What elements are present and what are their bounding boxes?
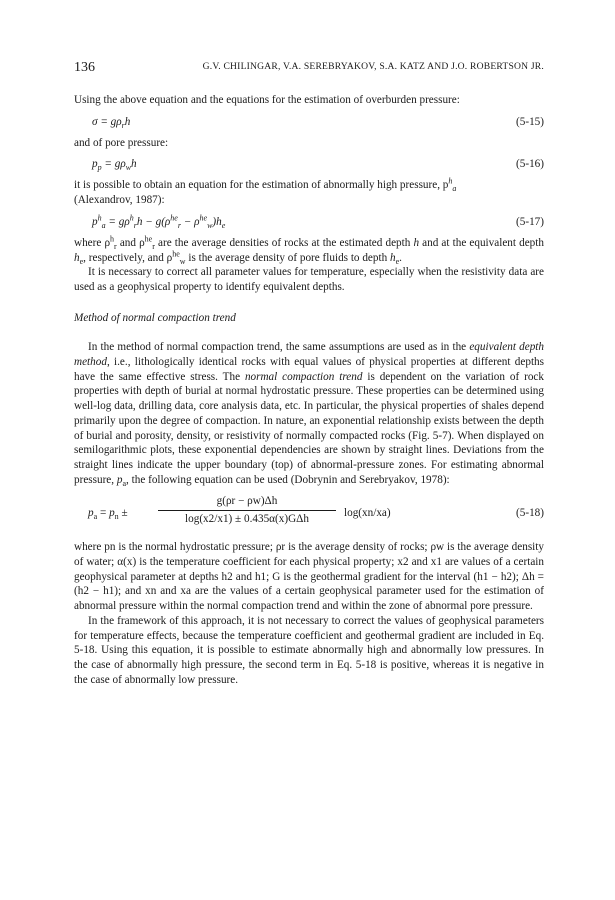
equation-5-18-lhs: $p_a = p_n$ ± [88, 507, 128, 522]
paragraph-3: it is possible to obtain an equation for the estimation of abnormally high pressure, $p^h_a$ (Alexandrov, 1987): [74, 176, 457, 207]
equation-5-17-expression: $p^h_a = g\rho^h_rh - g(\rho^{he}_r - \rho^{he}_w)h_e$ [92, 213, 226, 231]
paragraph-6: In the method of normal compaction trend, the same assumptions are used as in the equivalent depth method, i.e., lithologically identical rocks with equal values of physical properties at different depths have the same effective stress. The normal compaction trend is dependent on the variation of rock properties with depth of burial at normal hydrostatic pressure. These properties can be determined using well-log data, drilling data, core analysis data, etc. In particular, the physical properties of shales depend primarily upon the degree of compaction. In nature, an exponential relationship exists between the depth of burial and porosity, density, or resistivity of normally compacted rocks (Fig. 5-7). When displayed on semilogarithmic plots, these exponential dependencies are shown by straight lines. Deviations from the straight lines indicate the upper boundary (top) of abnormal-pressure zones. For estimating abnormal pressure, $p_a$, the following equation can be used (Dobrynin and Serebryakov, 1978): [74, 341, 544, 488]
paragraph-8: In the framework of this approach, it is not necessary to correct the values of geophysical parameters for temperature effects, because the temperature coefficient and geothermal gradient are included in Eq. 5-18. Using this equation, it is possible to estimate abnormally high and abnormally low pressures. In the case of abnormally high pressure, the second term in Eq. 5-18 is positive, whereas it is negative in the case of abnormally low pressure. [74, 614, 544, 686]
equation-5-18-fraction [158, 494, 336, 526]
equation-5-18-tail: log(xn/xa) [344, 507, 391, 520]
equation-5-15 [74, 115, 544, 130]
equation-5-16-number: (5-16) [516, 158, 544, 171]
paragraph-5: It is necessary to correct all parameter values for temperature, especially when the resistivity data are used as a geophysical property to identify equivalent depths. [74, 266, 544, 293]
page-header [74, 60, 544, 76]
equation-5-17 [74, 215, 544, 230]
body-text [74, 93, 544, 687]
equation-5-18-denominator: log(x2/x1) ± 0.435α(x)GΔh [158, 510, 336, 527]
equation-5-18-number: (5-18) [516, 507, 544, 520]
paragraph-4: where $\rho^h_r$ and $\rho^{he}_r$ are the average densities of rocks at the estimated depth h and at the equivalent depth $h_e$, respectively, and $\rho^{he}_w$ is the average density of pore fluids to depth $h_e$. [74, 234, 544, 266]
running-head: G.V. CHILINGAR, V.A. SEREBRYAKOV, S.A. KATZ AND J.O. ROBERTSON JR. [202, 61, 544, 72]
equation-5-18 [74, 494, 544, 532]
equation-5-16 [74, 157, 544, 172]
paragraph-7: where pn is the normal hydrostatic pressure; ρr is the average density of rocks; ρw is the average density of water; α(x) is the temperature coefficient for each physical property; x2 and x1 are values of a certain geophysical parameter at depths h2 and h1; G is the geothermal gradient for the interval (h1 − h2); Δh = (h2 − h1); and xn and xa are the values of a certain geophysical parameter used for the estimation of abnormal pressure within the normal compaction trend and within the zone of abnormal pore pressure. [74, 541, 544, 613]
page-number: 136 [74, 60, 95, 75]
equation-5-18-numerator: g(ρr − ρw)Δh [216, 495, 278, 508]
equation-5-15-number: (5-15) [516, 115, 544, 128]
equation-5-17-number: (5-17) [516, 215, 544, 228]
paragraph-2: and of pore pressure: [74, 136, 169, 149]
paragraph-1: Using the above equation and the equations for the estimation of overburden pressure: [74, 94, 460, 106]
equation-5-15-expression: $\sigma = g\rho_rh$ [92, 115, 131, 130]
equation-5-16-expression: $p_p = g\rho_wh$ [92, 158, 137, 173]
section-title: Method of normal compaction trend [74, 311, 236, 324]
